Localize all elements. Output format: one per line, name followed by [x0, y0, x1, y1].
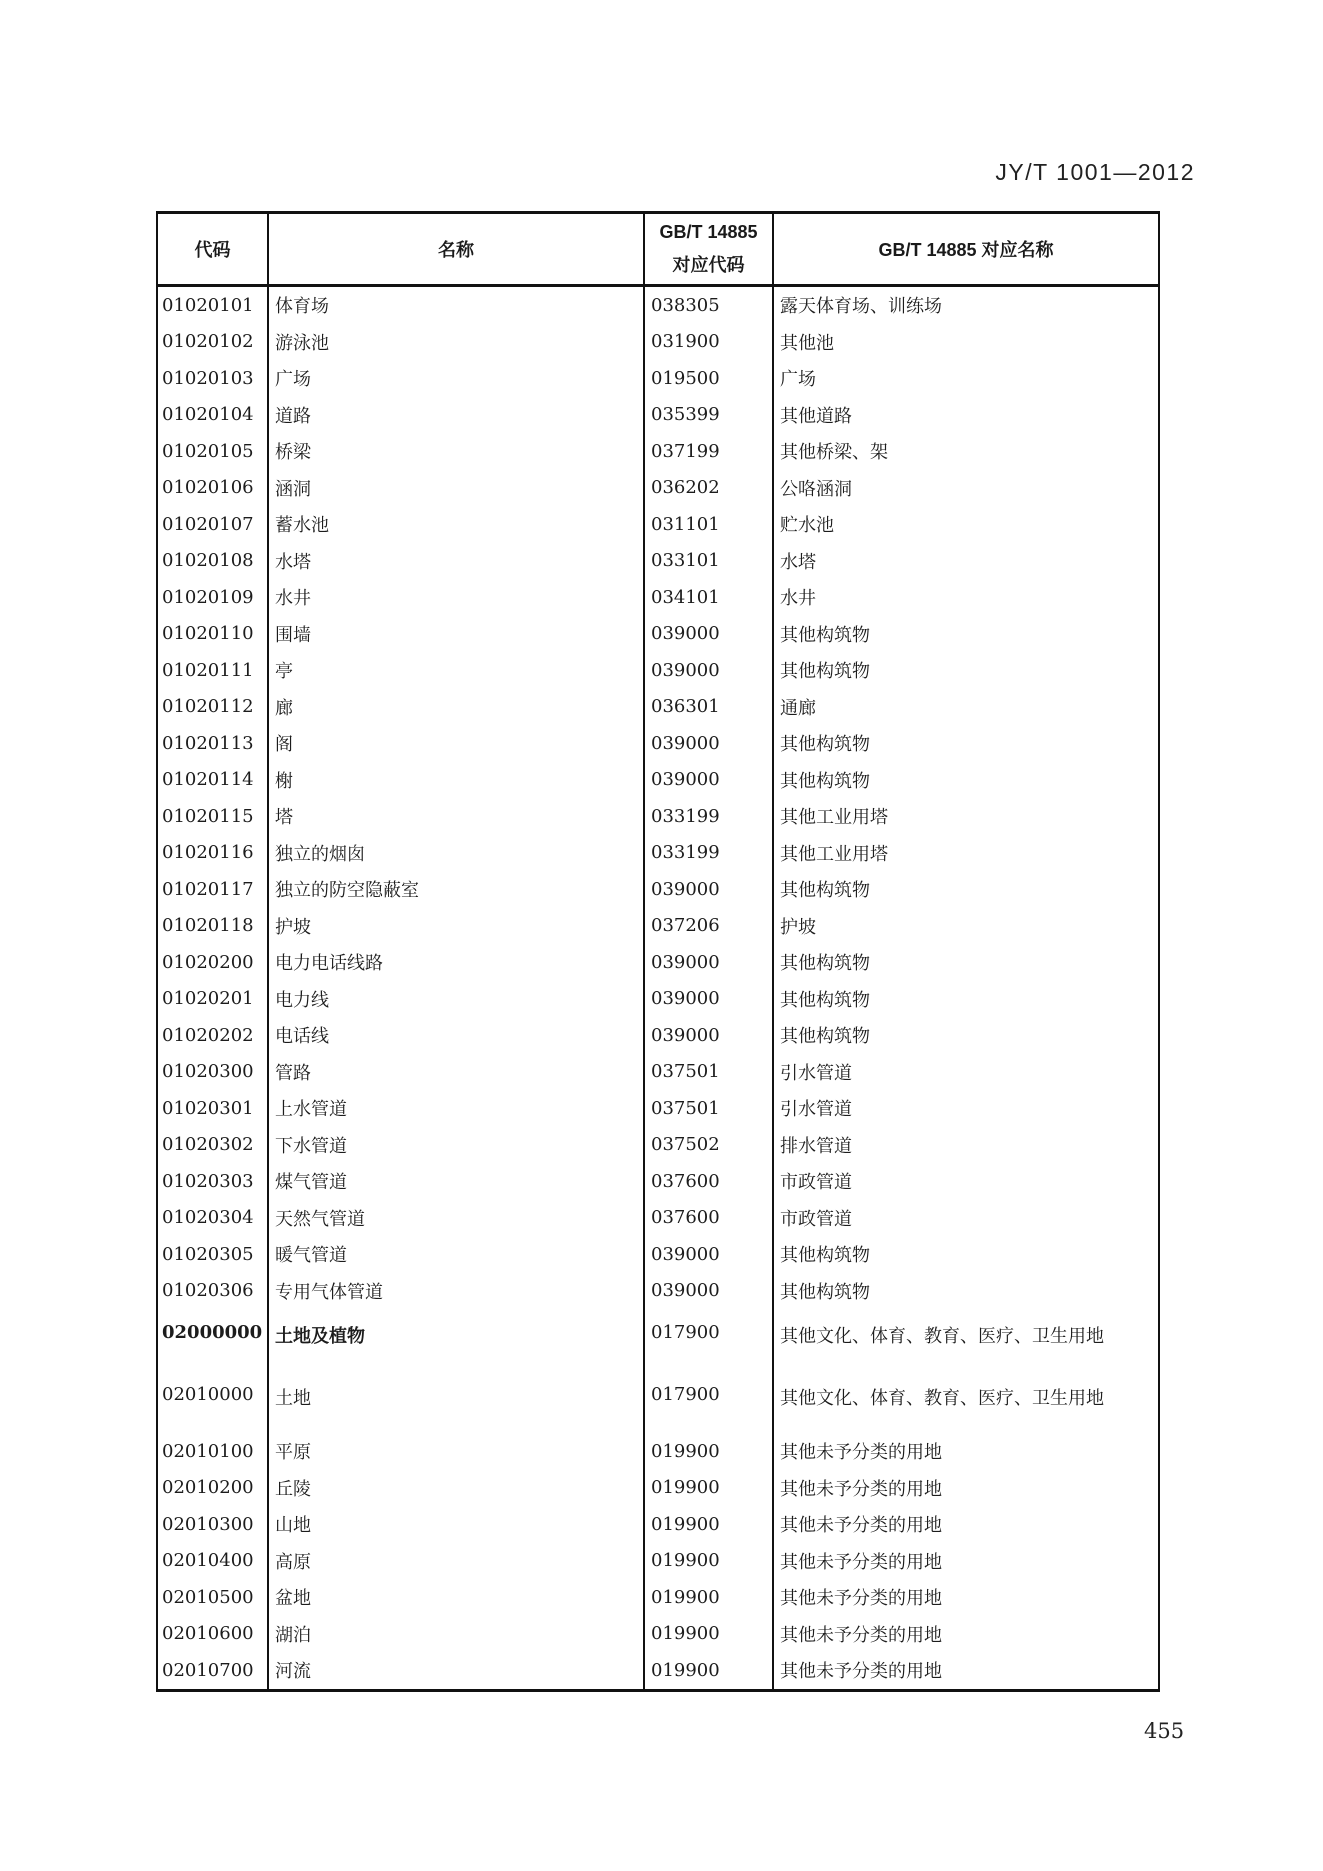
cell-gbt-name: 其他构筑物: [780, 661, 870, 683]
page-number: 455: [1144, 1719, 1185, 1743]
cell-gbt-name: 排水管道: [780, 1135, 852, 1157]
cell-code: 01020104: [158, 397, 269, 434]
cell-code: 01020101: [158, 287, 269, 324]
cell-code: 02010000: [158, 1371, 269, 1433]
cell-gbt-name: 其他池: [780, 332, 834, 354]
cell-gbt-code: 039000: [645, 944, 774, 981]
table-row: [158, 1236, 1158, 1273]
table-row: [158, 944, 1158, 981]
cell-gbt-code: 033101: [645, 543, 774, 580]
cell-gbt-name: 其他构筑物: [780, 770, 870, 792]
table-row: [158, 762, 1158, 799]
cell-code: 01020118: [158, 908, 269, 945]
cell-name: 水塔: [269, 543, 645, 580]
cell-gbt-name: 其他工业用塔: [780, 807, 888, 829]
cell-name: 山地: [269, 1506, 645, 1543]
cell-gbt-code: 039000: [645, 871, 774, 908]
cell-gbt-code: 039000: [645, 1236, 774, 1273]
table-row: [158, 798, 1158, 835]
cell-gbt-name: 露天体育场、训练场: [780, 296, 942, 318]
cell-gbt-name: 其他构筑物: [780, 624, 870, 646]
table-row: [158, 1579, 1158, 1616]
cell-code: 01020106: [158, 470, 269, 507]
cell-gbt-code: 039000: [645, 981, 774, 1018]
cell-code: 01020114: [158, 762, 269, 799]
cell-name: 亭: [269, 652, 645, 689]
cell-gbt-code: 033199: [645, 798, 774, 835]
cell-code: 02010500: [158, 1579, 269, 1616]
cell-name: 上水管道: [269, 1090, 645, 1127]
cell-name: 下水管道: [269, 1127, 645, 1164]
cell-code: 01020305: [158, 1236, 269, 1273]
cell-gbt-code: 039000: [645, 725, 774, 762]
cell-gbt-code: 037206: [645, 908, 774, 945]
cell-name: 游泳池: [269, 324, 645, 361]
cell-gbt-name: 其他未予分类的用地: [780, 1442, 942, 1464]
cell-gbt-name: 其他构筑物: [780, 989, 870, 1011]
cell-name: 广场: [269, 360, 645, 397]
cell-name: 平原: [269, 1433, 645, 1470]
cell-name: 道路: [269, 397, 645, 434]
cell-gbt-name: 市政管道: [780, 1172, 852, 1194]
table-row: [158, 1017, 1158, 1054]
table-row: [158, 360, 1158, 397]
table-row: [158, 506, 1158, 543]
cell-name: 电力电话线路: [269, 944, 645, 981]
cell-name: 涵洞: [269, 470, 645, 507]
cell-gbt-name: 其他构筑物: [780, 734, 870, 756]
cell-gbt-name: 其他工业用塔: [780, 843, 888, 865]
table-row: [158, 1616, 1158, 1653]
cell-gbt-code: 019900: [645, 1470, 774, 1507]
table-row: [158, 1163, 1158, 1200]
cell-gbt-code: 036301: [645, 689, 774, 726]
table-row: [158, 725, 1158, 762]
cell-gbt-name: 市政管道: [780, 1208, 852, 1230]
cell-gbt-code: 017900: [645, 1309, 774, 1371]
cell-gbt-code: 019900: [645, 1616, 774, 1653]
cell-gbt-name: 其他未予分类的用地: [780, 1551, 942, 1573]
cell-gbt-code: 037199: [645, 433, 774, 470]
table-body: [158, 287, 1158, 1689]
cell-gbt-name: 其他未予分类的用地: [780, 1478, 942, 1500]
cell-name: 电话线: [269, 1017, 645, 1054]
cell-gbt-code: 017900: [645, 1371, 774, 1433]
cell-gbt-name: 广场: [780, 369, 816, 391]
cell-name: 围墙: [269, 616, 645, 653]
cell-name: 阁: [269, 725, 645, 762]
table-row: [158, 287, 1158, 324]
cell-code: 01020115: [158, 798, 269, 835]
cell-gbt-code: 037501: [645, 1090, 774, 1127]
cell-name: 水井: [269, 579, 645, 616]
table-row: [158, 433, 1158, 470]
cell-code: 01020302: [158, 1127, 269, 1164]
cell-gbt-name: 其他构筑物: [780, 1245, 870, 1267]
cell-code: 01020113: [158, 725, 269, 762]
cell-gbt-code: 037501: [645, 1054, 774, 1091]
cell-gbt-code: 031900: [645, 324, 774, 361]
table-row: [158, 324, 1158, 361]
cell-code: 01020111: [158, 652, 269, 689]
cell-name: 盆地: [269, 1579, 645, 1616]
cell-code: 01020110: [158, 616, 269, 653]
cell-code: 01020108: [158, 543, 269, 580]
doc-number: JY/T 1001—2012: [995, 159, 1195, 185]
cell-name: 暖气管道: [269, 1236, 645, 1273]
cell-name: 丘陵: [269, 1470, 645, 1507]
cell-code: 01020300: [158, 1054, 269, 1091]
cell-gbt-name: 水井: [780, 588, 816, 610]
table-row: [158, 1054, 1158, 1091]
cell-code: 01020200: [158, 944, 269, 981]
cell-code: 02010200: [158, 1470, 269, 1507]
cell-name: 蓄水池: [269, 506, 645, 543]
cell-name: 煤气管道: [269, 1163, 645, 1200]
table-row: [158, 1127, 1158, 1164]
cell-gbt-name: 贮水池: [780, 515, 834, 537]
cell-gbt-code: 037502: [645, 1127, 774, 1164]
table-row: [158, 981, 1158, 1018]
table-row: [158, 579, 1158, 616]
cell-name: 廊: [269, 689, 645, 726]
header-cell-name: 名称: [269, 214, 645, 284]
table-row: [158, 1506, 1158, 1543]
table-row: [158, 1652, 1158, 1689]
table-row: [158, 835, 1158, 872]
table-header-row: [158, 214, 1158, 287]
table-row: [158, 470, 1158, 507]
header-cell-code: 代码: [158, 214, 269, 284]
cell-code: 02010400: [158, 1543, 269, 1580]
cell-gbt-name: 通廊: [780, 697, 816, 719]
cell-code: 01020107: [158, 506, 269, 543]
table-row: [158, 1273, 1158, 1310]
cell-name: 塔: [269, 798, 645, 835]
cell-gbt-name: 引水管道: [780, 1099, 852, 1121]
cell-gbt-name: 其他构筑物: [780, 953, 870, 975]
cell-gbt-code: 019900: [645, 1579, 774, 1616]
cell-gbt-code: 034101: [645, 579, 774, 616]
cell-name: 护坡: [269, 908, 645, 945]
cell-gbt-code: 019900: [645, 1543, 774, 1580]
cell-gbt-code: 039000: [645, 1273, 774, 1310]
cell-code: 01020112: [158, 689, 269, 726]
cell-name: 榭: [269, 762, 645, 799]
cell-gbt-code: 036202: [645, 470, 774, 507]
table-row: [158, 1470, 1158, 1507]
table-row: [158, 689, 1158, 726]
cell-gbt-code: 037600: [645, 1163, 774, 1200]
cell-name: 体育场: [269, 287, 645, 324]
cell-code: 01020306: [158, 1273, 269, 1310]
cell-code: 01020301: [158, 1090, 269, 1127]
table-row: [158, 1371, 1158, 1433]
cell-code: 02010700: [158, 1652, 269, 1689]
cell-name: 独立的防空隐蔽室: [269, 871, 645, 908]
cell-gbt-name: 公咯涵洞: [780, 478, 852, 500]
cell-name: 天然气管道: [269, 1200, 645, 1237]
cell-gbt-name: 其他文化、体育、教育、医疗、卫生用地: [780, 1388, 1104, 1409]
cell-gbt-name: 其他文化、体育、教育、医疗、卫生用地: [780, 1326, 1104, 1347]
cell-gbt-name: 引水管道: [780, 1062, 852, 1084]
cell-gbt-name: 其他构筑物: [780, 1026, 870, 1048]
table-row: [158, 1200, 1158, 1237]
cell-gbt-code: 031101: [645, 506, 774, 543]
header-cell-gbt-code: [645, 214, 774, 284]
cell-code: 01020201: [158, 981, 269, 1018]
cell-gbt-code: 039000: [645, 762, 774, 799]
cell-gbt-name: 其他未予分类的用地: [780, 1624, 942, 1646]
cell-code: 02010600: [158, 1616, 269, 1653]
cell-name: 土地: [269, 1371, 645, 1433]
cell-name: 独立的烟囱: [269, 835, 645, 872]
cell-name: 河流: [269, 1652, 645, 1689]
table-row: [158, 871, 1158, 908]
cell-name: 湖泊: [269, 1616, 645, 1653]
cell-gbt-code: 035399: [645, 397, 774, 434]
header-gbt-code-line2: 对应代码: [672, 255, 745, 275]
cell-code: 01020103: [158, 360, 269, 397]
cell-gbt-name: 护坡: [780, 916, 816, 938]
cell-code: 01020116: [158, 835, 269, 872]
cell-gbt-name: 其他未予分类的用地: [780, 1515, 942, 1537]
table-row: [158, 616, 1158, 653]
cell-gbt-name: 其他构筑物: [780, 1281, 870, 1303]
table-row: [158, 1433, 1158, 1470]
table-row: [158, 908, 1158, 945]
cell-gbt-code: 019500: [645, 360, 774, 397]
cell-gbt-name: 其他道路: [780, 405, 852, 427]
cell-code: 01020109: [158, 579, 269, 616]
cell-name: 电力线: [269, 981, 645, 1018]
cell-name: 高原: [269, 1543, 645, 1580]
table-row: [158, 1090, 1158, 1127]
cell-name: 管路: [269, 1054, 645, 1091]
cell-gbt-name: 其他未予分类的用地: [780, 1588, 942, 1610]
cell-gbt-code: 039000: [645, 1017, 774, 1054]
table-row: [158, 652, 1158, 689]
cell-name: 桥梁: [269, 433, 645, 470]
cell-gbt-code: 038305: [645, 287, 774, 324]
cell-gbt-name: 其他桥梁、架: [780, 442, 888, 464]
cell-gbt-code: 039000: [645, 652, 774, 689]
cell-code: 01020117: [158, 871, 269, 908]
cell-gbt-name: 其他构筑物: [780, 880, 870, 902]
cell-name: 专用气体管道: [269, 1273, 645, 1310]
table-row: [158, 1543, 1158, 1580]
header-gbt-code-line1: GB/T 14885: [659, 222, 758, 242]
cell-code: 01020105: [158, 433, 269, 470]
cell-name: 土地及植物: [269, 1309, 645, 1371]
cell-gbt-code: 033199: [645, 835, 774, 872]
cell-gbt-code: 019900: [645, 1506, 774, 1543]
cell-code: 02010300: [158, 1506, 269, 1543]
cell-gbt-code: 039000: [645, 616, 774, 653]
header-cell-gbt-name: GB/T 14885 对应名称: [878, 240, 1054, 260]
cell-gbt-code: 019900: [645, 1433, 774, 1470]
cell-code: 02010100: [158, 1433, 269, 1470]
cell-code: 01020303: [158, 1163, 269, 1200]
cell-code: 01020102: [158, 324, 269, 361]
table-row: [158, 1309, 1158, 1371]
cell-gbt-name: 水塔: [780, 551, 816, 573]
cell-code: 01020304: [158, 1200, 269, 1237]
cell-gbt-name: 其他未予分类的用地: [780, 1661, 942, 1683]
classification-table: [156, 211, 1160, 1692]
cell-gbt-code: 019900: [645, 1652, 774, 1689]
cell-code: 02000000: [158, 1309, 269, 1371]
table-row: [158, 543, 1158, 580]
cell-gbt-code: 037600: [645, 1200, 774, 1237]
cell-code: 01020202: [158, 1017, 269, 1054]
table-row: [158, 397, 1158, 434]
